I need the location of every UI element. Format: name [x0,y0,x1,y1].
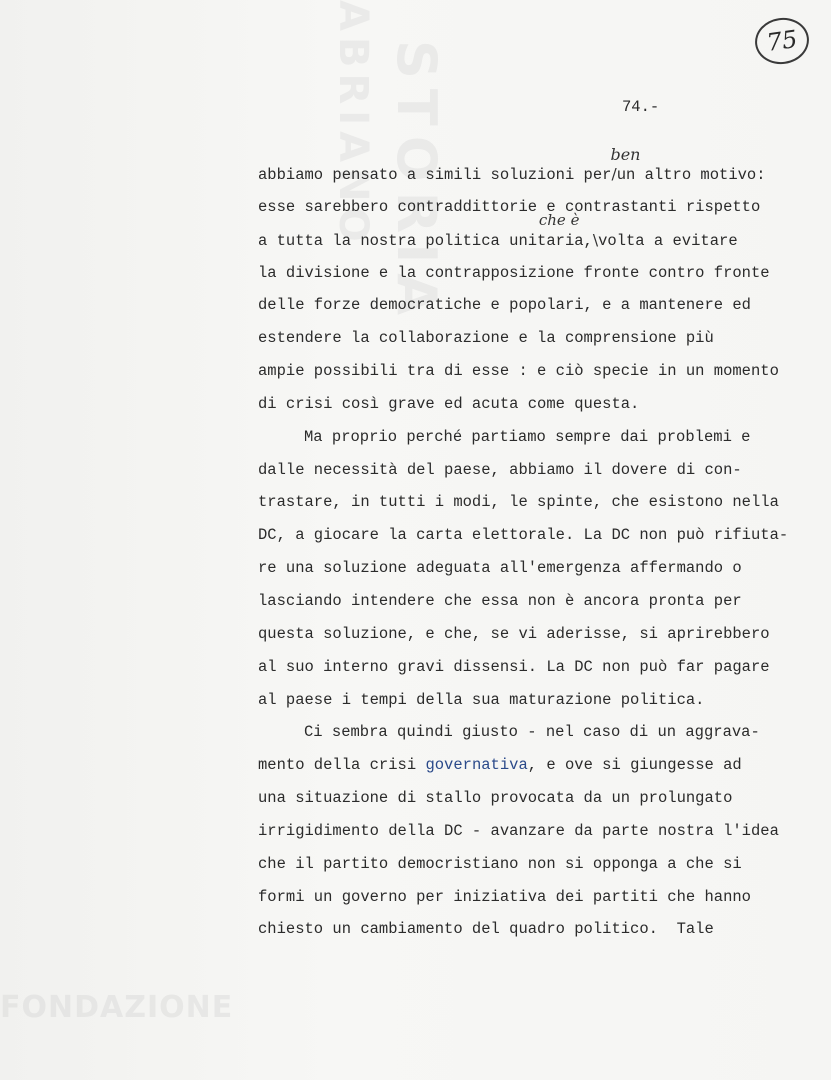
text-line: la divisione e la contrapposizione fronte contro fronte [258,263,770,282]
text-line: estendere la collaborazione e la comprensione più [258,329,714,348]
paragraph-start: Ma proprio perché partiamo sempre dai problemi e [304,427,751,446]
watermark-text-2: STORIA [385,40,448,326]
circled-page-stamp [752,14,812,67]
handwritten-insertion-che-e: che è \ [538,210,599,249]
text-line: esse sarebbero contraddittorie e contrastanti rispetto [258,197,761,216]
text-line: re una soluzione adeguata all'emergenza affermando o [258,559,742,578]
footer-watermark: FONDAZIONE [0,990,234,1025]
text-line: a tutta la nostra politica unitaria, che è \volta a evitare [258,210,738,250]
text-line: questa soluzione, e che, se vi aderisse, si aprirebbero [258,624,770,643]
text-line: ampie possibili tra di esse : e ciò specie in un momento [258,362,779,381]
text-line: dalle necessità del paese, abbiamo il dovere di con- [258,460,742,479]
text-line: formi un governo per iniziativa dei partiti che hanno [258,887,751,906]
annotated-word: governativa [425,756,528,775]
text-line: abbiamo pensato a simili soluzioni per ben /un altro motivo: [258,145,766,184]
text-line: di crisi così grave ed acuta come questa. [258,394,640,413]
text-line: delle forze democratiche e popolari, e a mantenere ed [258,296,751,315]
text-line: al suo interno gravi dissensi. La DC non può far pagare [258,657,770,676]
text-line: DC, a giocare la carta elettorale. La DC non può rifiuta- [258,526,789,545]
stamp-number: 75 [764,25,800,57]
paragraph-start: Ci sembra quindi giusto - nel caso di un aggrava- [304,723,760,742]
text-line: mento della crisi governativa, e ove si giungesse ad [258,756,742,775]
handwritten-insertion-ben: ben / [610,145,641,183]
page-number: 74.- [622,98,660,116]
watermark-text-1: ABRIANO [330,0,376,248]
text-line: chiesto un cambiamento del quadro politico. Tale [258,920,714,939]
text-line: che il partito democristiano non si opponga a che si [258,854,742,873]
text-line: trastare, in tutti i modi, le spinte, che esistono nella [258,493,779,512]
text-line: una situazione di stallo provocata da un prolungato [258,789,733,808]
text-line: al paese i tempi della sua maturazione politica. [258,690,705,709]
body-text [258,145,818,951]
text-line: irrigidimento della DC - avanzare da parte nostra l'idea [258,821,779,840]
text-line: lasciando intendere che essa non è ancora pronta per [258,591,742,610]
